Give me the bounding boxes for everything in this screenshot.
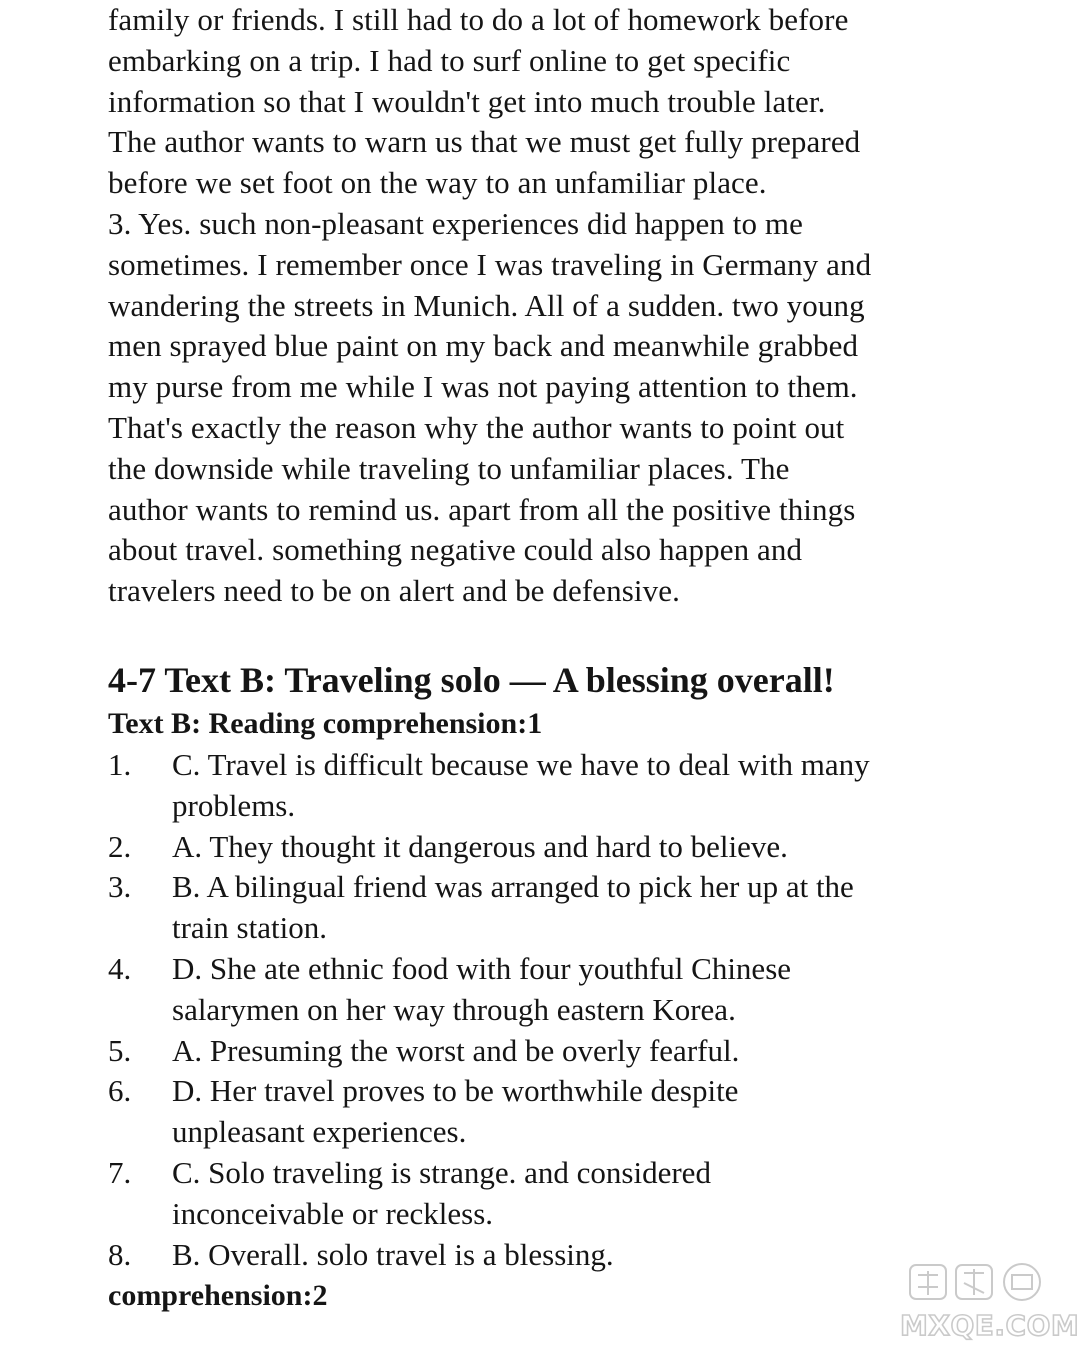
paragraph-line: about travel. something negative could also happen and [108,532,803,568]
answer-list [108,745,1008,1275]
answer-text-line: B. A bilingual friend was arranged to pick her up at the [172,869,854,905]
paragraph-line: sometimes. I remember once I was traveling in Germany and [108,246,872,282]
paragraph-line: The author wants to warn us that we must get fully prepared [108,124,861,160]
paragraph-line: family or friends. I still had to do a lot of homework before [108,2,849,37]
answer-text-line: salarymen on her way through eastern Korea. [172,991,736,1027]
watermark-text: MXQE.COM [900,1309,1080,1342]
answer-number: 3. [108,869,132,905]
answer-item [108,745,1008,827]
answer-item [108,867,1008,949]
answer-text-line: unpleasant experiences. [172,1114,467,1150]
answer-number: 1. [108,747,132,782]
paragraph-line: information so that I wouldn't get into much trouble later. [108,83,826,119]
paragraph-line: 3. Yes. such non-pleasant experiences did happen to me [108,205,803,241]
answer-item [108,827,1008,868]
answer-number: 4. [108,950,132,986]
paragraph-line: travelers need to be on alert and be defensive. [108,573,680,609]
paragraph-line: the downside while traveling to unfamiliar places. The [108,450,790,486]
paragraph-line: wandering the streets in Munich. All of a sudden. two young [108,287,865,323]
answer-text-line: B. Overall. solo travel is a blessing. [172,1236,614,1272]
answer-item [108,1071,1008,1153]
answer-text-line: A. Presuming the worst and be overly fearful. [172,1032,740,1068]
answer-text-line: D. Her travel proves to be worthwhile despite [172,1073,739,1109]
answer-text-line: inconceivable or reckless. [172,1195,494,1231]
answer-item [108,949,1008,1031]
paragraph-line: men sprayed blue paint on my back and meanwhile grabbed [108,328,859,364]
answer-text-line: C. Solo traveling is strange. and considered [172,1154,711,1190]
section-heading: 4-7 Text B: Traveling solo — A blessing overall! [108,660,835,700]
paragraph-line: my purse from me while I was not paying attention to them. [108,369,858,405]
answer-text-line: D. She ate ethnic food with four youthful Chinese [172,950,792,986]
watermark-logo-graphic [896,1261,1080,1343]
answer-text-line: train station. [172,910,327,946]
answer-item [108,1153,1008,1235]
answer-number: 7. [108,1154,132,1190]
answer-text-line: C. Travel is difficult because we have to deal with many [172,747,870,782]
answer-number: 6. [108,1073,132,1109]
comprehension-label: comprehension:2 [108,1279,328,1312]
answer-text-line: problems. [172,787,296,823]
section-subheading: Text B: Reading comprehension:1 [108,707,543,740]
answer-paragraph [108,0,1008,612]
answer-number: 2. [108,828,132,864]
paragraph-line: That's exactly the reason why the author wants to point out [108,409,845,445]
paragraph-line: before we set foot on the way to an unfamiliar place. [108,165,767,201]
watermark-logo [896,1261,1080,1343]
answer-item [108,1031,1008,1072]
paragraph-line: embarking on a trip. I had to surf online to get specific [108,42,791,78]
answer-number: 5. [108,1032,132,1068]
answer-item [108,1235,1008,1276]
paragraph-line: author wants to remind us. apart from all the positive things [108,491,856,527]
answer-text-line: A. They thought it dangerous and hard to believe. [172,828,788,864]
answer-number: 8. [108,1236,132,1272]
